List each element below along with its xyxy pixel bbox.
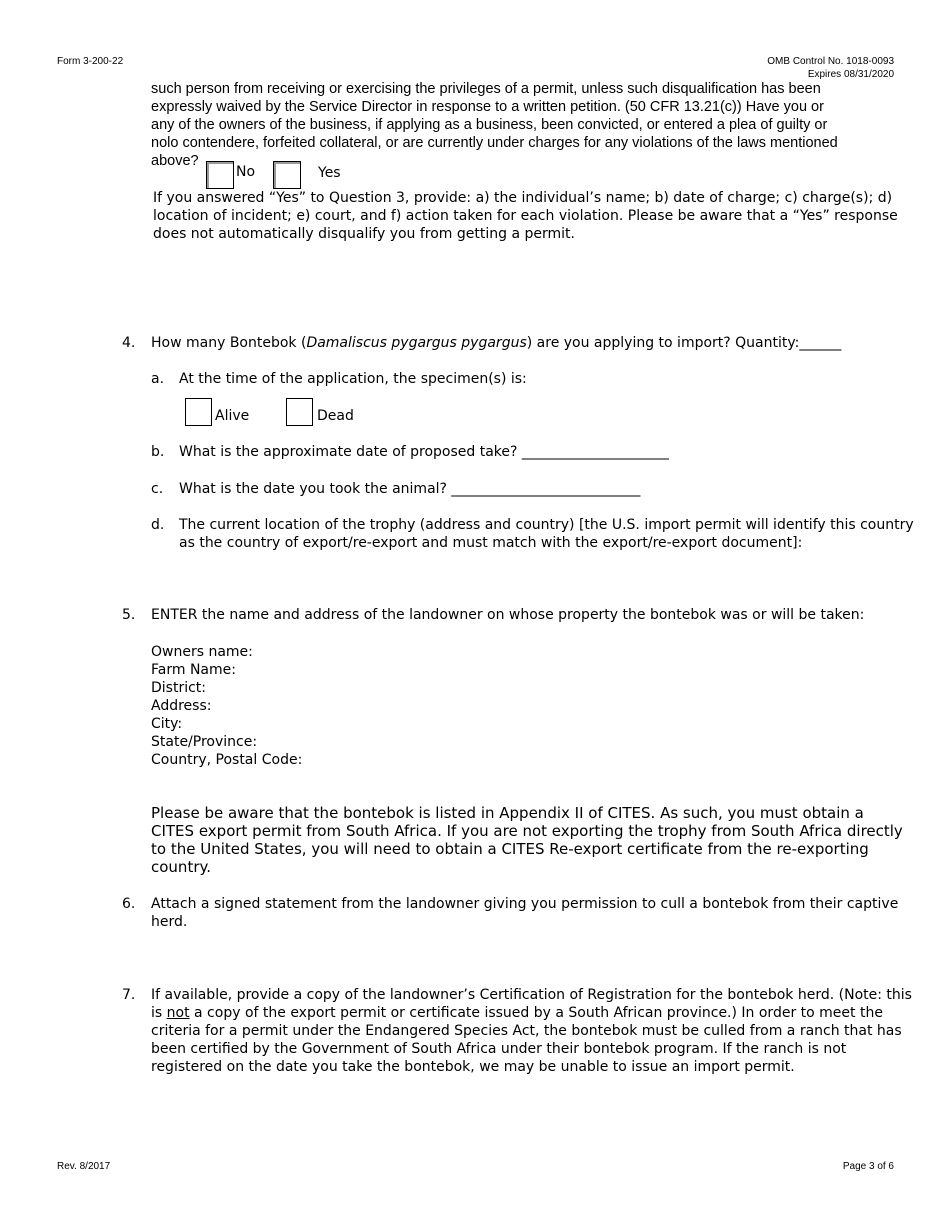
text-line: If available, provide a copy of the landowner’s Certification of Registration for the bontebok herd. (Note: this <box>151 987 912 1003</box>
state-province-label: State/Province: <box>151 734 258 750</box>
species-name: Damaliscus pygargus pygargus <box>306 335 527 351</box>
landowner-fields <box>151 643 911 769</box>
form-number: Form 3-200-22 <box>57 56 124 67</box>
q3-no-label: No <box>236 164 256 180</box>
text-line: criteria for a permit under the Endangered Species Act, the bontebok must be culled from a ranch that has <box>151 1023 902 1039</box>
proposed-take-date-field[interactable]: What is the approximate date of proposed take? _____________________ <box>179 444 669 460</box>
quantity-field[interactable]: ) are you applying to import? Quantity:______ <box>526 335 842 351</box>
question-3-continuation <box>151 80 921 170</box>
text-line: been certified by the Government of South Africa under their bontebok program. If the ranch is not <box>151 1041 847 1057</box>
text-line: registered on the date you take the bontebok, we may be unable to issue an import permit. <box>151 1059 795 1075</box>
page-number: Page 3 of 6 <box>842 1161 894 1172</box>
district-label: District: <box>151 680 207 696</box>
q3-followup-instructions <box>153 189 913 243</box>
text-line: Please be aware that the bontebok is listed in Appendix II of CITES. As such, you must obtain a <box>151 804 864 822</box>
text-line: expressly waived by the Service Director in response to a written petition. (50 CFR 13.21(c)) Have you or <box>151 99 824 115</box>
text-line: as the country of export/re-export and must match with the export/re-export document]: <box>179 535 803 551</box>
question-6-text <box>151 895 911 931</box>
country-postal-code-label: Country, Postal Code: <box>151 752 303 768</box>
text-line: CITES export permit from South Africa. If you are not exporting the trophy from South Africa directly <box>151 822 903 840</box>
text-line: If you answered “Yes” to Question 3, provide: a) the individual’s name; b) date of charge; c) charge(s); d) <box>153 190 893 206</box>
question-5-number: 5. <box>122 607 136 623</box>
text-line: such person from receiving or exercising the privileges of a permit, unless such disqualification has been <box>151 81 821 97</box>
text-segment: is <box>151 1005 167 1021</box>
expiration-date: Expires 08/31/2020 <box>807 69 894 80</box>
text-line: country. <box>151 858 211 876</box>
revision-date: Rev. 8/2017 <box>57 1161 111 1172</box>
address-label: Address: <box>151 698 212 714</box>
question-4-text <box>151 334 911 352</box>
alive-checkbox[interactable] <box>185 398 212 426</box>
emphasis-not: not <box>166 1005 190 1021</box>
question-7-number: 7. <box>122 987 136 1003</box>
text-segment: How many Bontebok ( <box>151 335 307 351</box>
owners-name-label: Owners name: <box>151 644 253 660</box>
dead-checkbox[interactable] <box>286 398 313 426</box>
date-taken-field[interactable]: What is the date you took the animal? ___________________________ <box>179 481 641 497</box>
cites-notice <box>151 804 911 876</box>
dead-label: Dead <box>317 408 354 424</box>
text-line: above? <box>151 153 199 169</box>
q3-yes-checkbox[interactable] <box>273 161 301 189</box>
text-line: any of the owners of the business, if applying as a business, been convicted, or entered a plea of guilty or <box>151 117 828 133</box>
question-5-text: ENTER the name and address of the landowner on whose property the bontebok was or will be taken: <box>151 607 865 623</box>
text-line: Attach a signed statement from the landowner giving you permission to cull a bontebok from their captive <box>151 896 899 912</box>
text-line <box>151 1004 911 1022</box>
text-line: to the United States, you will need to obtain a CITES Re-export certificate from the re-exporting <box>151 840 869 858</box>
q4b-letter: b. <box>151 444 165 460</box>
omb-control-number: OMB Control No. 1018-0093 <box>767 56 894 67</box>
text-line: does not automatically disqualify you from getting a permit. <box>153 226 575 242</box>
text-line: herd. <box>151 914 188 930</box>
q3-no-checkbox[interactable] <box>206 161 234 189</box>
q4a-letter: a. <box>151 371 165 387</box>
text-line: nolo contendere, forfeited collateral, or are currently under charges for any violations of the laws mentioned <box>151 135 838 151</box>
q4c-letter: c. <box>151 481 164 497</box>
alive-label: Alive <box>215 408 250 424</box>
question-6-number: 6. <box>122 896 136 912</box>
question-7-text <box>151 986 911 1076</box>
farm-name-label: Farm Name: <box>151 662 236 678</box>
q4d-letter: d. <box>151 517 165 533</box>
text-line: location of incident; e) court, and f) action taken for each violation. Please be aware that a “Yes” response <box>153 208 898 224</box>
q4d-text <box>179 516 914 552</box>
text-line: The current location of the trophy (address and country) [the U.S. import permit will identify this country <box>179 517 914 533</box>
question-4-number: 4. <box>122 335 136 351</box>
q4a-text: At the time of the application, the specimen(s) is: <box>179 371 527 387</box>
text-segment: a copy of the export permit or certificate issued by a South African province.) In order to meet the <box>189 1005 883 1021</box>
city-label: City: <box>151 716 183 732</box>
q3-yes-label: Yes <box>318 165 341 181</box>
